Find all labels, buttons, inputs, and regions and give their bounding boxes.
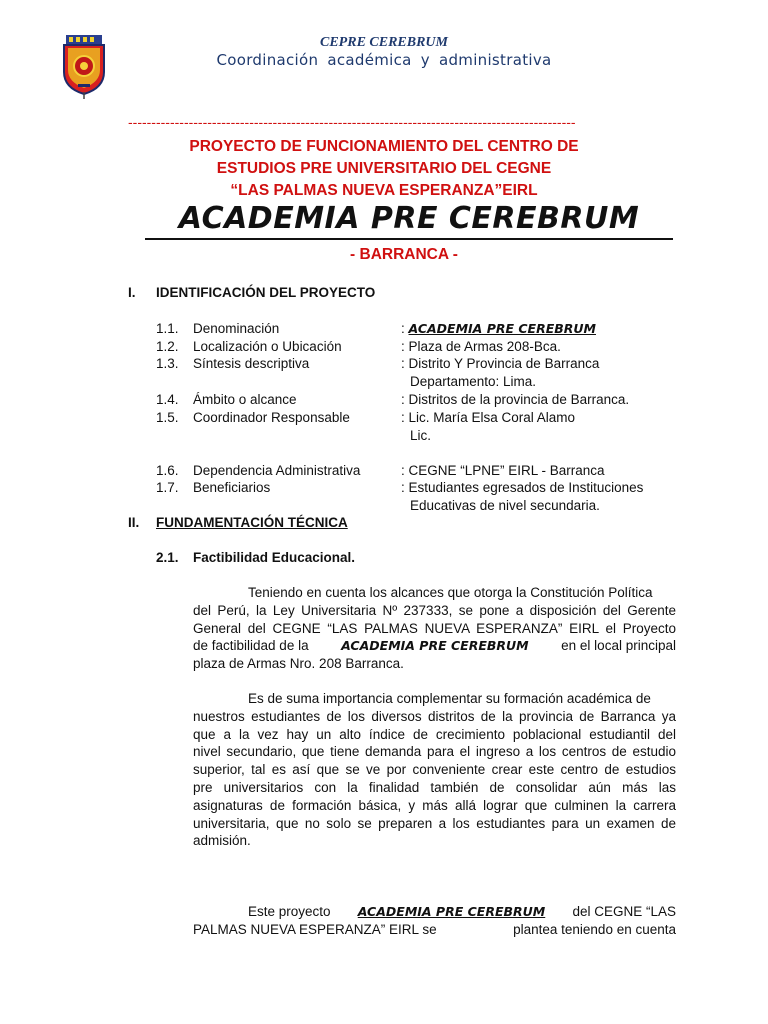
item-label: Beneficiarios [193,480,271,495]
item-number: 1.5. [156,410,179,425]
paragraph-line: General del CEGNE “LAS PALMAS NUEVA ESPERANZA” EIRL el Proyecto [193,620,676,636]
paragraph-line: pre universitarios con la finalidad también de consolidar aún más las [193,779,676,795]
item-number: 1.4. [156,392,179,407]
project-line-2: ESTUDIOS PRE UNIVERSITARIO DEL CEGNE [216,160,552,177]
paragraph-line: universitaria, que no solo se preparen a los estudiantes para un examen de [193,815,676,831]
project-line-1: PROYECTO DE FUNCIONAMIENTO DEL CENTRO DE [189,138,579,155]
coordination-subtitle: Coordinación académica y administrativa [216,51,552,69]
paragraph-line: plaza de Armas Nro. 208 Barranca. [193,656,404,672]
item-number: 1.6. [156,463,179,478]
item-value-continued: Lic. [410,428,432,443]
item-value: : Distritos de la provincia de Barranca. [401,392,630,407]
section-2-heading: FUNDAMENTACIÓN TÉCNICA [156,515,348,530]
organization-name: CEPRE CEREBRUM [320,35,448,50]
item-number: 1.1. [156,321,179,336]
paragraph-line: asignaturas de formación básica, y más allá lograr que culminen la carrera [193,797,676,813]
paragraph-line: del Perú, la Ley Universitaria Nº 237333, se pone a disposición del Gerente [193,602,676,618]
item-number: 1.2. [156,339,179,354]
section-1-heading: IDENTIFICACIÓN DEL PROYECTO [156,285,376,300]
text-fragment: en el local principal [561,638,676,654]
city-subtitle: - BARRANCA - [350,246,458,263]
paragraph-line [193,903,676,921]
item-value [401,320,596,338]
dashed-divider: ------------------------------------------------------------------------------------------------ [128,114,576,130]
item-value: : Distrito Y Provincia de Barranca [401,356,600,371]
paragraph-line: nuestros estudiantes de los diversos distritos de la provincia de Barranca ya [193,708,676,724]
item-value: : CEGNE “LPNE” EIRL - Barranca [401,463,605,478]
text-fragment: plantea teniendo en cuenta [513,921,676,937]
subsection-number: 2.1. [156,550,179,565]
colon: : [401,321,405,336]
paragraph-1 [193,584,676,673]
paragraph-line: nivel secundario, que tiene demanda para el ingreso a los centros de estudio [193,744,676,760]
item-label: Coordinador Responsable [193,410,350,425]
paragraph-line: superior, tal es así que se ve por conveniente crear este centro de estudios [193,762,676,778]
academy-name: ACADEMIA PRE CEREBRUM [341,638,529,654]
academy-name: ACADEMIA PRE CEREBRUM [357,904,546,919]
text-fragment: Este proyecto [248,904,331,919]
item-value: : Plaza de Armas 208-Bca. [401,339,561,354]
text-fragment: PALMAS NUEVA ESPERANZA” EIRL se [193,921,437,937]
section-2-number: II. [128,515,140,530]
paragraph-2 [193,690,676,850]
item-value: : Estudiantes egresados de Instituciones [401,480,644,495]
item-number: 1.3. [156,356,179,371]
paragraph-line [193,921,676,939]
project-line-3: “LAS PALMAS NUEVA ESPERANZA”EIRL [230,182,538,199]
item-value-continued: Educativas de nivel secundaria. [410,498,600,513]
item-label: Dependencia Administrativa [193,463,361,478]
paragraph-line [193,637,676,655]
item-value-continued: Departamento: Lima. [410,374,537,389]
paragraph-line: Es de suma importancia complementar su formación académica de [248,691,651,706]
subsection-heading: Factibilidad Educacional. [193,550,356,565]
item-label: Denominación [193,321,280,336]
project-heading [0,136,768,202]
academy-name: ACADEMIA PRE CEREBRUM [408,321,596,336]
paragraph-line: que a la vez hay un alto índice de crecimiento poblacional estudiantil del [193,726,676,742]
paragraph-3 [193,903,676,939]
academy-title: ACADEMIA PRE CEREBRUM [145,200,673,240]
item-label: Síntesis descriptiva [193,356,310,371]
item-value: : Lic. María Elsa Coral Alamo [401,410,576,425]
item-label: Ámbito o alcance [193,392,297,407]
paragraph-line: Teniendo en cuenta los alcances que otorga la Constitución Política [248,585,653,600]
paragraph-line: admisión. [193,833,251,849]
text-fragment: de factibilidad de la [193,638,309,654]
section-1-number: I. [128,285,136,300]
item-label: Localización o Ubicación [193,339,342,354]
item-number: 1.7. [156,480,179,495]
text-fragment: del CEGNE “LAS [572,904,676,919]
